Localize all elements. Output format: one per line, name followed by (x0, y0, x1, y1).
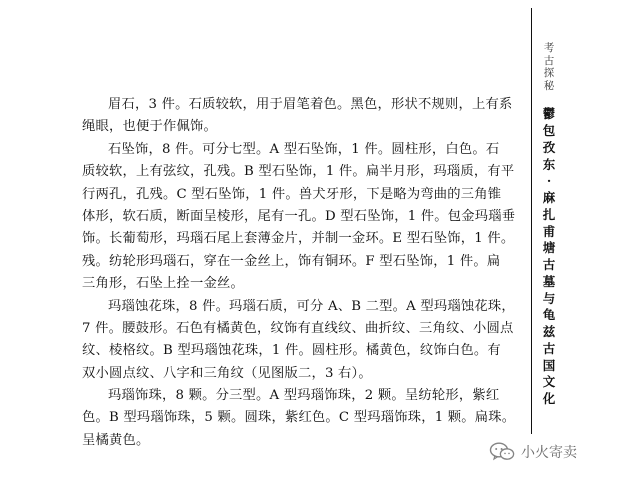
book-title-char: 与 (542, 290, 556, 306)
series-label (540, 42, 558, 92)
book-title-char: 麻 (542, 190, 556, 206)
text-line: 饰。长葡萄形，玛瑙石尾上套薄金片，并制一金环。E 型石坠饰，1 件。 (82, 231, 515, 247)
text-line: 绳眼，也便于作佩饰。 (82, 119, 217, 135)
book-title-char: 包 (542, 123, 556, 139)
text-line: 眉石，3 件。石质较软，用于眉笔着色。黑色，形状不规则，上有系 (108, 97, 513, 112)
book-title-char: 国 (542, 357, 556, 373)
watermark-text: 小火寄卖 (521, 445, 577, 461)
text-line: 玛瑙蚀花珠，8 件。玛瑙石质，可分 A、B 二型。A 型玛瑙蚀花珠， (108, 298, 515, 314)
series-label-char: 古 (543, 54, 555, 67)
side-rule-divider (531, 8, 532, 434)
body-text (82, 94, 528, 452)
text-line: 质较软，上有弦纹，孔残。B 型石坠饰，1 件。扁半月形，玛瑙质，有平 (82, 164, 515, 180)
book-title-char: 鬱 (542, 106, 556, 122)
paragraph-stone-pendants (82, 139, 528, 296)
book-title-char: 古 (542, 257, 556, 273)
series-label-char: 秘 (543, 79, 555, 92)
text-line: 残。纺轮形玛瑙石，穿在一金丝上，饰有铜环。F 型石坠饰，1 件。扁 (82, 253, 501, 269)
text-line: 体形，软石质，断面呈棱形，尾有一孔。D 型石坠饰，1 件。包金玛瑙垂 (82, 208, 516, 224)
text-line: 双小圆点纹、八字和三角纹（见图版二，3 右）。 (82, 365, 372, 381)
text-line: 玛瑙饰珠，8 颗。分三型。A 型玛瑙饰珠，2 颗。呈纺轮形，紫红 (108, 388, 500, 404)
series-label-char: 探 (543, 67, 555, 80)
text-line: 纹、棱格纹。B 型玛瑙蚀花珠，1 件。圆柱形。橘黄色，纹饰白色。有 (82, 343, 501, 359)
text-line: 7 件。腰鼓形。石色有橘黄色，纹饰有直线纹、曲折纹、三角纹、小圆点 (82, 320, 514, 336)
book-title-char: 东 (542, 156, 556, 172)
book-title (540, 106, 558, 408)
book-title-char: 孜 (542, 139, 556, 155)
book-title-char: · (546, 173, 552, 189)
series-label-char: 考 (543, 42, 555, 54)
wechat-icon (489, 442, 515, 462)
book-title-char: 扎 (542, 206, 556, 222)
book-title-char: 文 (542, 374, 556, 390)
running-header (540, 42, 558, 408)
text-line: 呈橘黄色。 (82, 432, 150, 448)
text-line: 行两孔，孔残。C 型石坠饰，1 件。兽犬牙形，下是略为弯曲的三角锥 (82, 186, 502, 202)
book-title-char: 龟 (542, 307, 556, 323)
book-title-char: 化 (542, 391, 556, 407)
text-line: 石坠饰，8 件。可分七型。A 型石坠饰，1 件。圆柱形，白色。石 (108, 141, 500, 157)
book-title-char: 墓 (542, 273, 556, 289)
book-title-char: 甫 (542, 223, 556, 239)
text-line: 三角形，石坠上拴一金丝。 (82, 276, 244, 292)
book-title-char: 兹 (542, 324, 556, 340)
paragraph-eyebrow-stone (82, 94, 528, 139)
paragraph-etched-agate-beads (82, 296, 528, 386)
paragraph-agate-beads (82, 385, 528, 452)
book-title-char: 塘 (542, 240, 556, 256)
text-line: 色。B 型玛瑙饰珠，5 颗。圆珠，紫红色。C 型玛瑙饰珠，1 颗。扁珠。 (82, 410, 516, 426)
book-title-char: 古 (542, 340, 556, 356)
watermark (489, 441, 577, 463)
